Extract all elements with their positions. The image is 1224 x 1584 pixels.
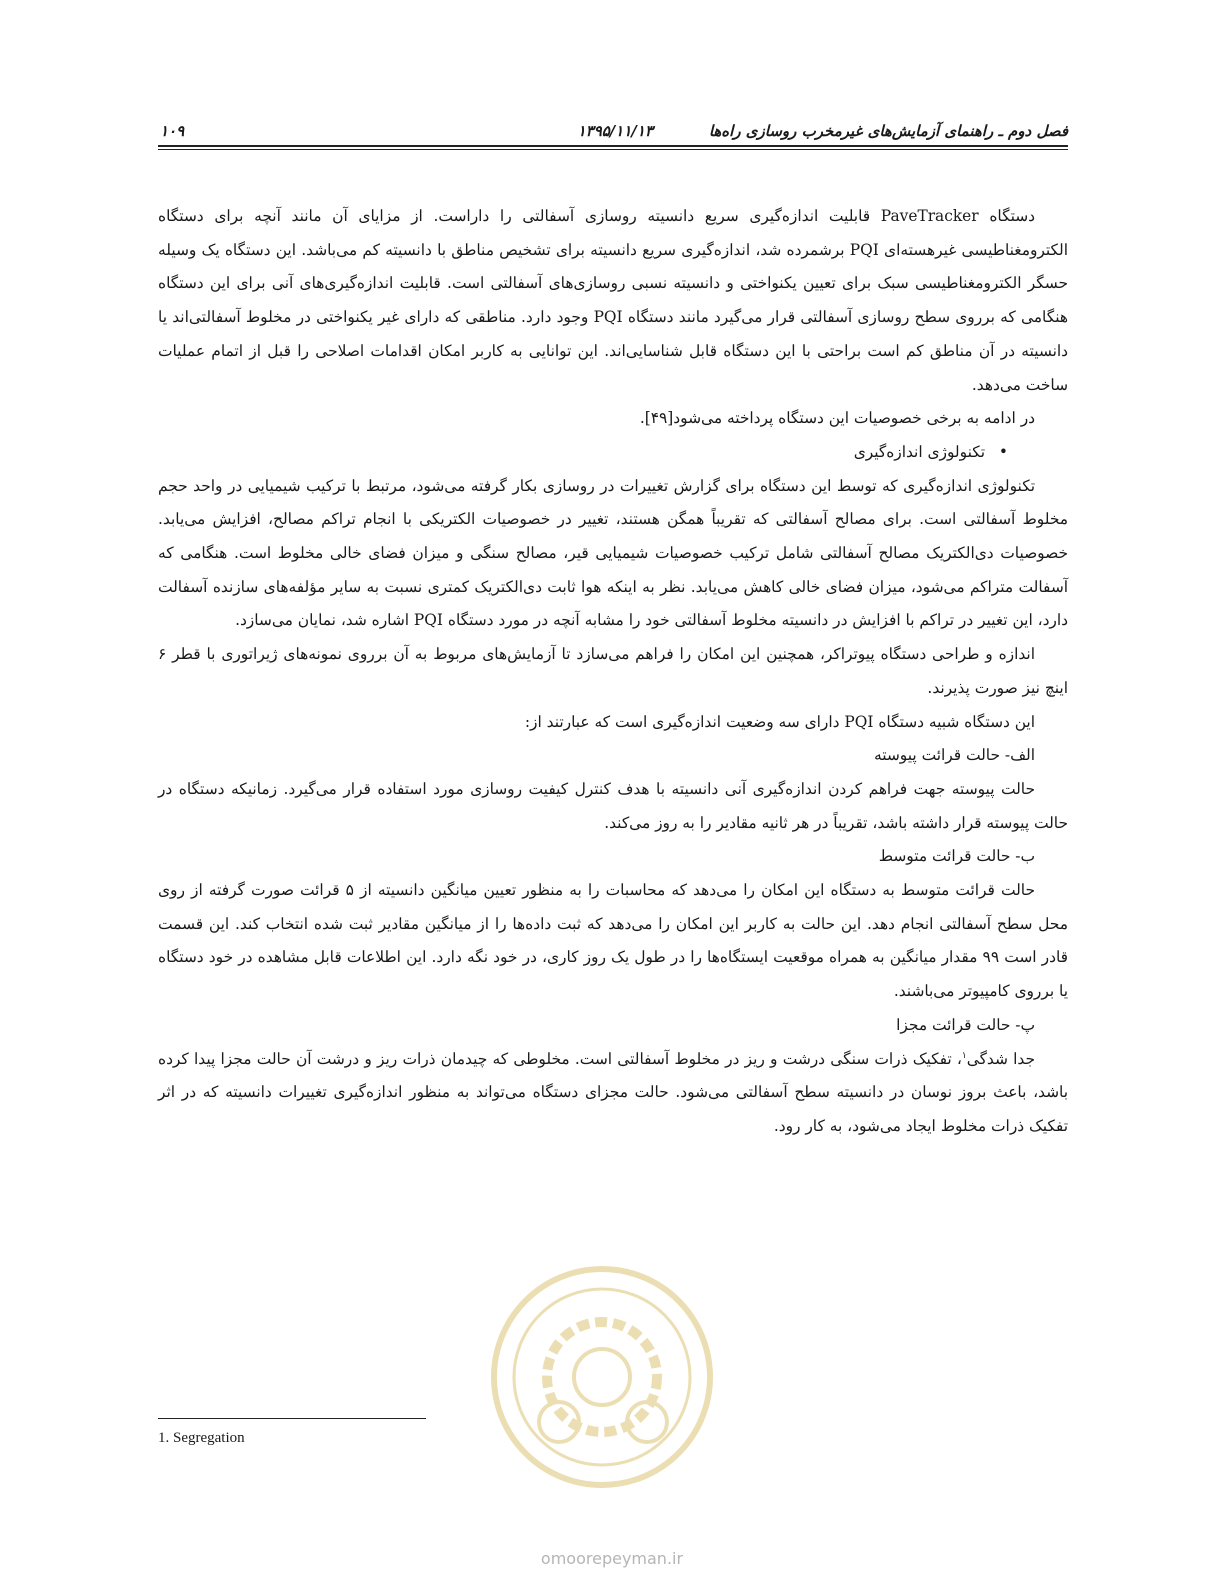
- footnote-rule: [158, 1418, 426, 1419]
- page-number: ۱۰۹: [160, 122, 185, 140]
- paragraph-three-modes: این دستگاه شبیه دستگاه PQI دارای سه وضعیت اندازه‌گیری است که عبارتند از:: [524, 712, 1035, 731]
- heading-segregation-mode: پ- حالت قرائت مجزا: [896, 1015, 1035, 1034]
- chapter-title: فصل دوم ـ راهنمای آزمایش‌های غیرمخرب روسازی راه‌ها: [708, 122, 1068, 140]
- paragraph-average-mode: حالت قرائت متوسط به دستگاه این امکان را می‌دهد که محاسبات را به منظور تعیین میانگین دانسیته از ۵ قرائت صورت گرفته از روی محل سطح آسفالتی انجام دهد. این حالت به کاربر این امکان را می‌دهد که ثبت داده‌ها را از میانگین مقادیر ثبت شده انتخاب کند. این قسمت قادر است ۹۹ مقدار میانگین به همراه موقعیت ایستگاه‌ها را در طول یک روز کاری، در خود نگه دارد. این اطلاعات قابل مشاهده در خود دستگاه یا برروی کامپیوتر می‌باشند.: [158, 881, 1068, 1001]
- segregation-text: ، تفکیک ذرات سنگی درشت و ریز در مخلوط آسفالتی است. مخلوطی که چیدمان ذرات ریز و درشت آن حالت مجزا پیدا کرده باشد، باعث بروز نوسان در دانسیته سطح آسفالتی می‌شود. حالت مجزای دستگاه می‌تواند به منظور اندازه‌گیری تغییرات دانسیته که در اثر تفکیک ذرات مخلوط ایجاد می‌شود، به کار رود.: [158, 1049, 1068, 1135]
- body-text: [158, 200, 1068, 1144]
- paragraph-features-intro: در ادامه به برخی خصوصیات این دستگاه پرداخته می‌شود[۴۹].: [639, 409, 1035, 428]
- header-date: ۱۳۹۵/۱۱/۱۳: [577, 122, 653, 140]
- bullet-measurement-technology: • تکنولوژی اندازه‌گیری: [158, 436, 1068, 470]
- paragraph-continuous-mode: حالت پیوسته جهت فراهم کردن اندازه‌گیری آنی دانسیته با هدف کنترل کیفیت روسازی مورد استفاده قرار می‌گیرد. زمانیکه دستگاه در حالت پیوسته قرار داشته باشد، تقریباً در هر ثانیه مقادیر را به روز می‌کند.: [158, 779, 1068, 832]
- running-header: [158, 118, 1068, 146]
- paragraph-measurement-technology: تکنولوژی اندازه‌گیری که توسط این دستگاه برای گزارش تغییرات در روسازی بکار گرفته می‌شود، مرتبط با ترکیب شیمیایی در واحد حجم مخلوط آسفالتی است. برای مصالح آسفالتی که تقریباً همگن هستند، تغییر در خصوصیات الکتریکی با انجام تراکم مصالح، افزایش می‌یابد. خصوصیات دی‌الکتریک مصالح آسفالتی شامل ترکیب خصوصیات شیمیایی قیر، مصالح سنگی و میزان فضای خالی مخلوط است. هنگامی که آسفالت متراکم می‌شود، میزان فضای خالی کاهش می‌یابد. نظر به اینکه هوا ثابت دی‌الکتریک کمتری نسبت به سایر مؤلفه‌های سازنده آسفالت دارد، این تغییر در تراکم با افزایش در دانسیته مخلوط آسفالتی خود را مشابه آنچه در مورد دستگاه PQI اشاره شد، نمایان می‌سازد.: [158, 476, 1068, 630]
- heading-average-mode: ب- حالت قرائت متوسط: [878, 847, 1035, 866]
- watermark-site: omoorepeyman.ir: [540, 1549, 684, 1568]
- paragraph-segregation-mode: [158, 1043, 1068, 1144]
- header-rule: [158, 145, 1068, 147]
- paragraph-gyratory-samples: اندازه و طراحی دستگاه پیوتراکر، همچنین این امکان را فراهم می‌سازد تا آزمایش‌های مربوط به آن برروی نمونه‌های ژیراتوری با قطر ۶ اینچ نیز صورت پذیرند.: [158, 645, 1068, 697]
- paragraph-pavetracker-intro: دستگاه PaveTracker قابلیت اندازه‌گیری سریع دانسیته روسازی آسفالتی را داراست. از مزایای آن مانند آنچه برای دستگاه الکترومغناطیسی غیرهسته‌ای PQI برشمرده شد، اندازه‌گیری سریع دانسیته برای تشخیص مناطق با دانسیته کم می‌باشد. این دستگاه یک وسیله حسگر الکترومغناطیسی سبک برای تعیین یکنواختی و دانسیته نسبی روسازی‌های آسفالتی است. قابلیت اندازه‌گیری‌های آنی برای این دستگاه هنگامی که برروی سطح روسازی آسفالتی قرار می‌گیرد مانند دستگاه PQI وجود دارد. مناطقی که دارای غیر یکنواختی در مخلوط آسفالتی‌اند یا دانسیته در آن مناطق کم است براحتی با این دستگاه قابل شناسایی‌اند. این توانایی به کاربر امکان اقدامات اصلاحی را قبل از اتمام عملیات ساخت می‌دهد.: [158, 207, 1069, 394]
- footnote-ref: ۱: [961, 1050, 967, 1061]
- heading-continuous-mode: الف- حالت قرائت پیوسته: [874, 746, 1035, 765]
- segregation-term: جدا شدگی: [966, 1049, 1035, 1068]
- watermark-seal: [487, 1262, 717, 1492]
- header-rule-thin: [158, 149, 1068, 150]
- footnote: 1. Segregation: [158, 1430, 245, 1446]
